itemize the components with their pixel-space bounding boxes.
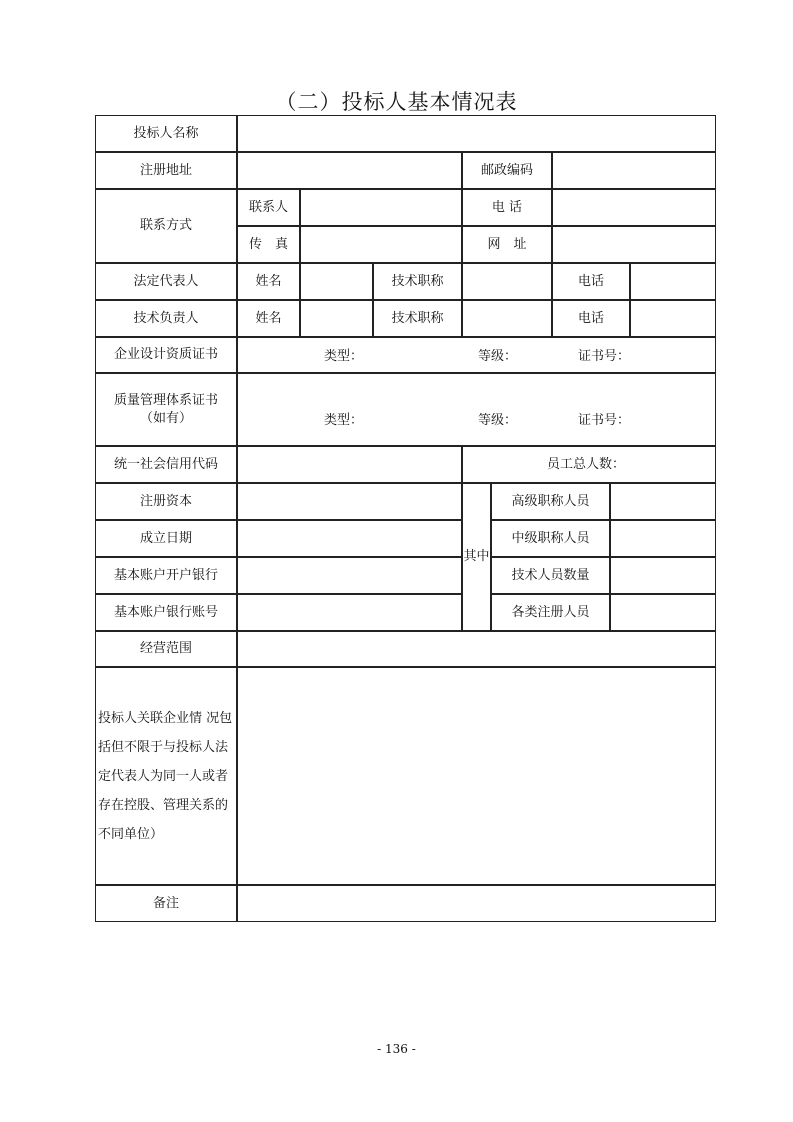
label-legal-rep-name: 姓名 [237,263,300,300]
field-tech-lead-phone[interactable] [630,300,716,337]
field-legal-rep-title[interactable] [462,263,552,300]
label-bidder-name: 投标人名称 [95,115,237,152]
label-staff-total: 员工总人数： [546,456,625,472]
field-staff-total[interactable] [462,446,716,483]
design-cert-type-label: 类型： [324,349,364,364]
label-registered-staff: 各类注册人员 [491,594,610,631]
label-credit-code: 统一社会信用代码 [95,446,237,483]
label-basic-account: 基本账户银行账号 [95,594,237,631]
field-registered-staff[interactable] [610,594,716,631]
field-found-date[interactable] [237,520,462,557]
field-tech-lead-title[interactable] [462,300,552,337]
label-business-scope: 经营范围 [95,631,237,667]
label-website: 网 址 [462,226,552,263]
field-contact-phone[interactable] [552,189,716,226]
field-design-cert[interactable] [237,337,716,373]
label-contact-phone: 电 话 [462,189,552,226]
label-legal-rep-title: 技术职称 [373,263,462,300]
label-quality-cert: 质量管理体系证书 （如有） [95,373,237,446]
bidder-info-table [95,115,716,922]
label-mid-staff: 中级职称人员 [491,520,610,557]
label-legal-rep-phone: 电话 [552,263,630,300]
field-credit-code[interactable] [237,446,462,483]
label-reg-capital: 注册资本 [95,483,237,520]
label-reg-address: 注册地址 [95,152,237,189]
field-postcode[interactable] [552,152,716,189]
label-remarks: 备注 [95,885,237,922]
field-tech-lead-name[interactable] [300,300,373,337]
label-tech-lead-name: 姓名 [237,300,300,337]
label-contact-person: 联系人 [237,189,300,226]
label-tech-lead-phone: 电话 [552,300,630,337]
quality-cert-type-label: 类型： [324,413,364,428]
field-bidder-name[interactable] [237,115,716,152]
field-legal-rep-phone[interactable] [630,263,716,300]
field-remarks[interactable] [237,885,716,922]
label-tech-staff: 技术人员数量 [491,557,610,594]
field-basic-bank[interactable] [237,557,462,594]
quality-cert-grade-label: 等级： [478,413,518,428]
label-tech-lead-title: 技术职称 [373,300,462,337]
label-postcode: 邮政编码 [462,152,552,189]
page-number: - 136 - [377,1042,416,1056]
field-legal-rep-name[interactable] [300,263,373,300]
field-mid-staff[interactable] [610,520,716,557]
label-legal-rep: 法定代表人 [95,263,237,300]
field-senior-staff[interactable] [610,483,716,520]
label-contact-method: 联系方式 [95,189,237,263]
field-website[interactable] [552,226,716,263]
quality-cert-no-label: 证书号： [578,413,631,428]
label-senior-staff: 高级职称人员 [491,483,610,520]
page-title: （二）投标人基本情况表 [275,90,518,114]
field-tech-staff[interactable] [610,557,716,594]
field-fax[interactable] [300,226,462,263]
label-related-enterprises: 投标人关联企业情 况包括但不限于与投标人法定代表人为同一人或者存在控股、管理关系的不同单位） [95,667,237,885]
label-found-date: 成立日期 [95,520,237,557]
label-fax: 传 真 [237,226,300,263]
label-basic-bank: 基本账户开户银行 [95,557,237,594]
label-design-cert: 企业设计资质证书 [95,337,237,373]
field-quality-cert[interactable] [237,373,716,446]
field-contact-person[interactable] [300,189,462,226]
field-business-scope[interactable] [237,631,716,667]
field-related-enterprises[interactable] [237,667,716,885]
design-cert-no-label: 证书号： [578,349,631,364]
field-reg-capital[interactable] [237,483,462,520]
label-among: 其中 [462,483,491,631]
field-reg-address[interactable] [237,152,462,189]
field-basic-account[interactable] [237,594,462,631]
label-tech-lead: 技术负责人 [95,300,237,337]
design-cert-grade-label: 等级： [478,349,518,364]
